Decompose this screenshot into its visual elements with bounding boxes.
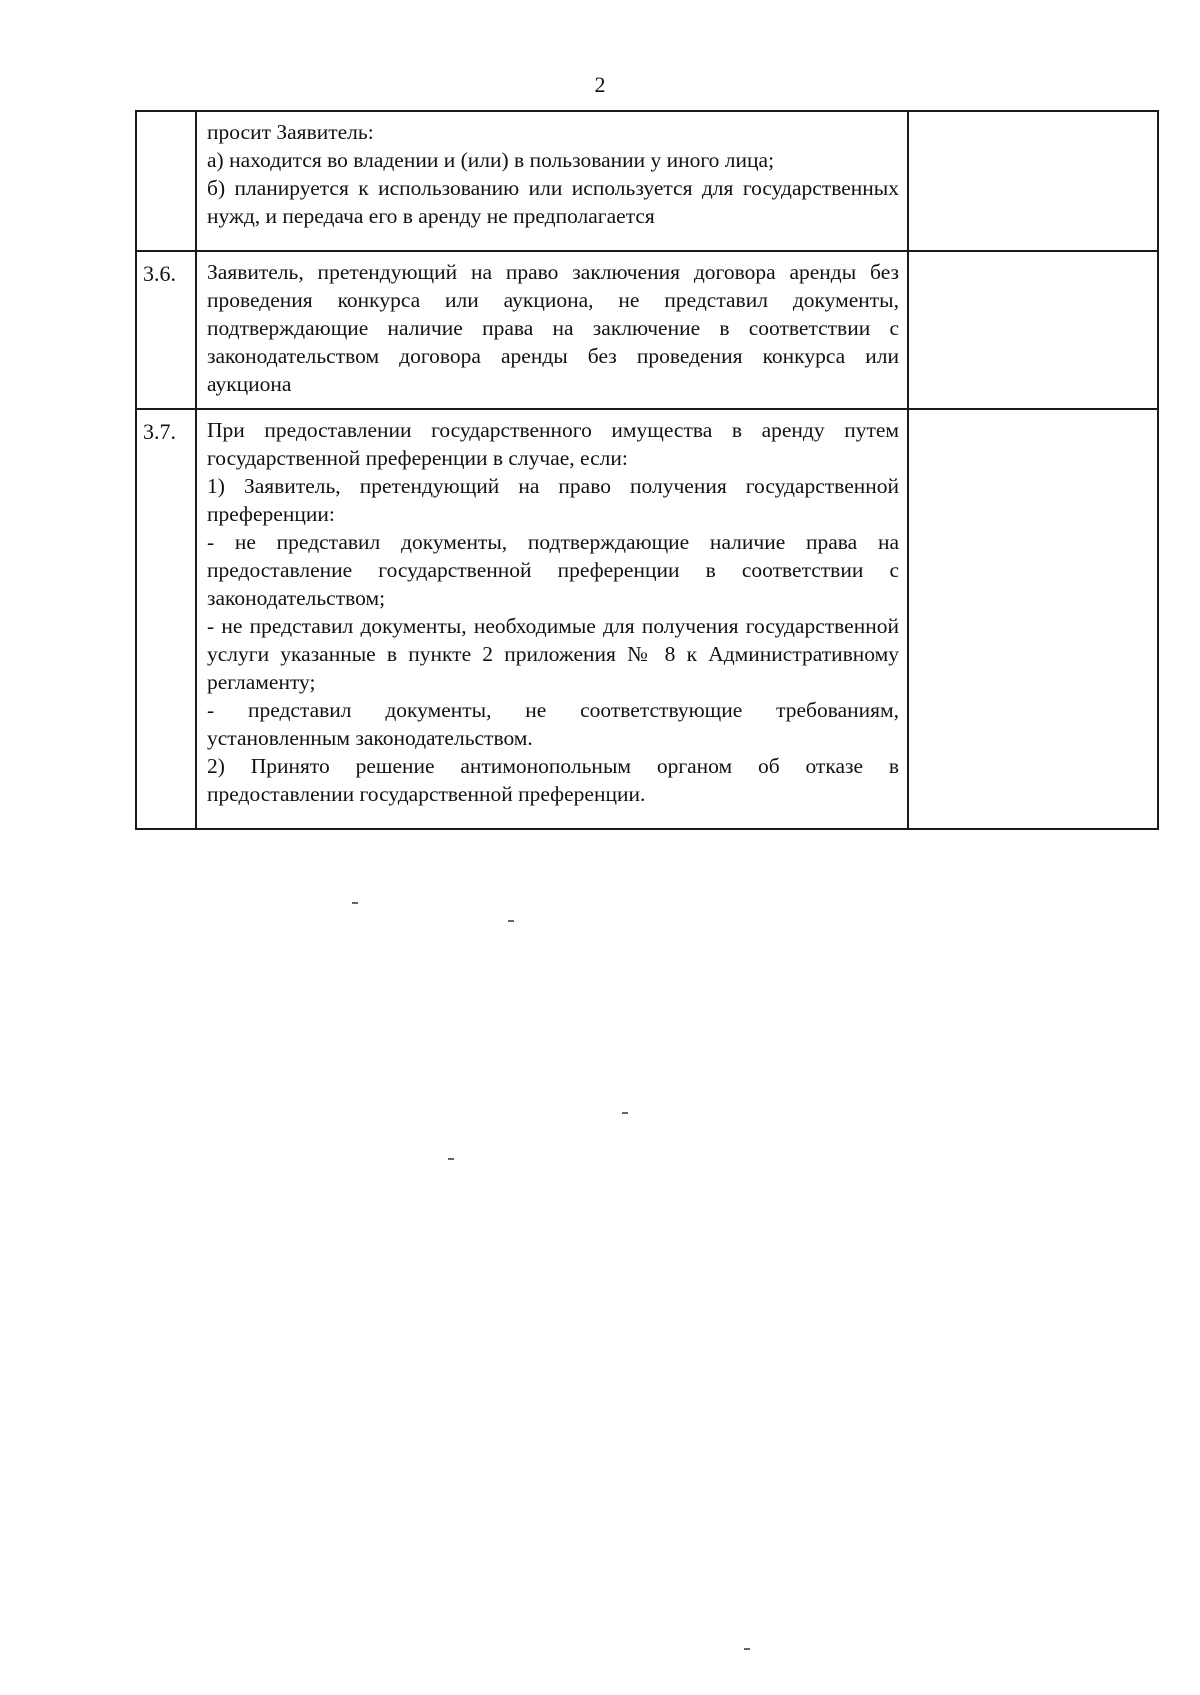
row-note-cell — [908, 409, 1158, 829]
paragraph: 1) Заявитель, претендующий на право получения государственной преференции: — [207, 474, 899, 526]
paragraph: 2) Принято решение антимонопольным органом об отказе в предоставлении государственной преференции. — [207, 754, 899, 806]
row-number-cell: 3.6. — [136, 251, 196, 409]
scan-speck — [744, 1648, 750, 1650]
row-note-cell — [908, 111, 1158, 251]
row-number-cell — [136, 111, 196, 251]
table-row — [136, 251, 1158, 409]
row-number-cell: 3.7. — [136, 409, 196, 829]
scan-speck — [508, 920, 514, 922]
scan-speck — [622, 1112, 628, 1114]
scan-speck — [352, 902, 358, 904]
row-text-cell — [196, 409, 908, 829]
paragraph: просит Заявитель: — [207, 120, 374, 144]
row-text-cell — [196, 111, 908, 251]
row-note-cell — [908, 251, 1158, 409]
paragraph: - не представил документы, необходимые для получения государственной услуги указанные в пункте 2 приложения № 8 к Административному регламенту; — [207, 614, 899, 694]
page-number: 2 — [594, 72, 606, 97]
scan-speck — [448, 1158, 454, 1160]
requirements-table — [135, 110, 1159, 830]
paragraph: а) находится во владении и (или) в пользовании у иного лица; — [207, 148, 775, 172]
paragraph: Заявитель, претендующий на право заключения договора аренды без проведения конкурса или аукциона, не представил документы, подтверждающие наличие права на заключение в соответствии с законодательством договора аренды без проведения конкурса или аукциона — [207, 260, 899, 396]
paragraph: При предоставлении государственного имущества в аренду путем государственной преференции в случае, если: — [207, 418, 899, 470]
table-row — [136, 409, 1158, 829]
paragraph: - представил документы, не соответствующие требованиям, установленным законодательством. — [207, 698, 899, 750]
table-row — [136, 111, 1158, 251]
paragraph: б) планируется к использованию или используется для государственных нужд, и передача его в аренду не предполагается — [207, 176, 899, 228]
row-text-cell — [196, 251, 908, 409]
paragraph: - не представил документы, подтверждающие наличие права на предоставление государственной преференции в соответствии с законодательством; — [207, 530, 899, 610]
